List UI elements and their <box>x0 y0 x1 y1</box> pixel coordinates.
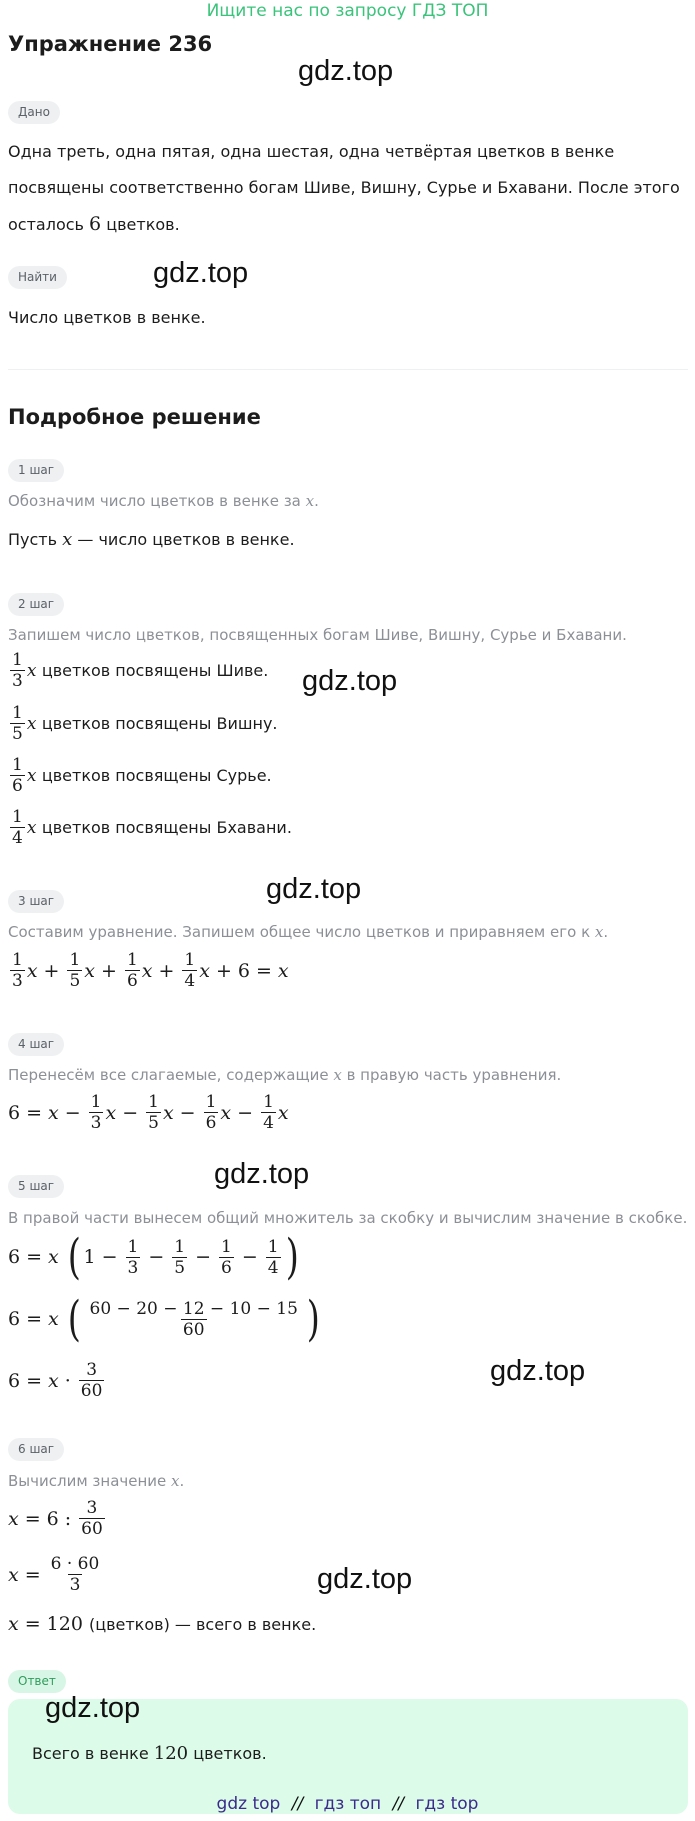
footer-link-gdz-top-mixed[interactable]: гдз top <box>415 1794 479 1814</box>
watermark: gdz.top <box>317 1563 413 1595</box>
watermark: gdz.top <box>153 257 249 289</box>
answer-chip: Ответ <box>8 1670 66 1693</box>
right-paren: ) <box>285 1229 299 1285</box>
watermark: gdz.top <box>214 1158 310 1190</box>
watermark: gdz.top <box>490 1355 586 1387</box>
divider <box>8 369 688 370</box>
given-number: 6 <box>89 213 102 235</box>
footer-links <box>0 1794 695 1814</box>
step-1-text: Пусть x — число цветков в венке. <box>8 529 295 550</box>
footer-link-gdz-top-ru[interactable]: гдз топ <box>314 1794 382 1814</box>
step-4-hint: Перенесём все слагаемые, содержащие x в правую часть уравнения. <box>8 1066 562 1084</box>
step-2-line-2: $\frac{1}{5}$ x цветков посвящены Вишну. <box>12 703 278 744</box>
find-chip: Найти <box>8 266 67 289</box>
find-text: Число цветков в венке. <box>8 308 206 327</box>
watermark: gdz.top <box>266 873 362 905</box>
given-line-3-pre: осталось <box>8 215 84 234</box>
given-line-2: посвящены соответственно богам Шиве, Вишну, Сурье и Бхавани. После этого <box>8 178 680 197</box>
given-chip: Дано <box>8 101 60 124</box>
step-3-equation: $\frac{1}{3}$ x + $\frac{1}{5}$ x + $\frac{1}{6}$ x + $\frac{1}{4}$ x + 6 = x <box>12 950 289 991</box>
given-line-3 <box>8 206 180 243</box>
step-1-hint: Обозначим число цветков в венке за x. <box>8 492 319 510</box>
step-6-equation-1: x = 6 : $\frac{3}{60}$ <box>8 1498 103 1539</box>
watermark: gdz.top <box>302 665 398 697</box>
step-6-result: x = 120 (цветков) — всего в венке. <box>8 1613 317 1635</box>
right-paren: ) <box>306 1291 320 1347</box>
step-5-chip: 5 шаг <box>8 1175 64 1198</box>
step-4-equation: 6 = x − $\frac{1}{3}$ x − $\frac{1}{5}$ x − $\frac{1}{6}$ x − $\frac{1}{4}$ x <box>8 1092 289 1133</box>
step-3-chip: 3 шаг <box>8 890 64 913</box>
watermark: gdz.top <box>298 55 394 87</box>
watermark: gdz.top <box>45 1692 141 1724</box>
step-3-hint: Составим уравнение. Запишем общее число цветков и приравняем его к x. <box>8 923 609 941</box>
left-paren: ( <box>67 1229 81 1285</box>
step-2-line-1: $\frac{1}{3}$ x цветков посвящены Шиве. <box>12 650 269 691</box>
step-1-chip: 1 шаг <box>8 459 64 482</box>
footer-link-gdz-top[interactable]: gdz top <box>216 1794 281 1814</box>
step-2-line-4: $\frac{1}{4}$ x цветков посвящены Бхавани. <box>12 807 292 848</box>
step-5-equation-3: 6 = x · $\frac{3}{60}$ <box>8 1360 103 1401</box>
exercise-title: Упражнение 236 <box>8 32 213 56</box>
step-5-equation-2: 6 = x ( $\frac{60 - 20 - 12 - 10 - 15}{60}$ ) <box>8 1291 320 1347</box>
solution-title: Подробное решение <box>8 405 261 429</box>
left-paren: ( <box>67 1291 81 1347</box>
footer-separator: // <box>291 1794 304 1814</box>
step-6-equation-2: x = $\frac{6 \cdot 60}{3}$ <box>8 1554 100 1595</box>
step-2-hint: Запишем число цветков, посвященных богам Шиве, Вишну, Сурье и Бхавани. <box>8 626 627 644</box>
step-6-hint: Вычислим значение x. <box>8 1472 185 1490</box>
step-5-hint: В правой части вынесем общий множитель за скобку и вычислим значение в скобке. <box>8 1209 688 1227</box>
top-banner: Ищите нас по запросу ГДЗ ТОП <box>206 1 489 21</box>
step-5-equation-1: 6 = x ( 1 − $\frac{1}{3}$ − $\frac{1}{5}$ − $\frac{1}{6}$ − $\frac{1}{4}$ ) <box>8 1229 299 1285</box>
step-2-line-3: $\frac{1}{6}$ x цветков посвящены Сурье. <box>12 755 272 796</box>
step-6-chip: 6 шаг <box>8 1438 64 1461</box>
given-line-1: Одна треть, одна пятая, одна шестая, одна четвёртая цветков в венке <box>8 142 615 161</box>
step-4-chip: 4 шаг <box>8 1033 64 1056</box>
answer-text: Всего в венке 120 цветков. <box>32 1743 267 1764</box>
given-line-3-post: цветков. <box>106 215 180 234</box>
footer-separator: // <box>392 1794 405 1814</box>
step-2-chip: 2 шаг <box>8 593 64 616</box>
